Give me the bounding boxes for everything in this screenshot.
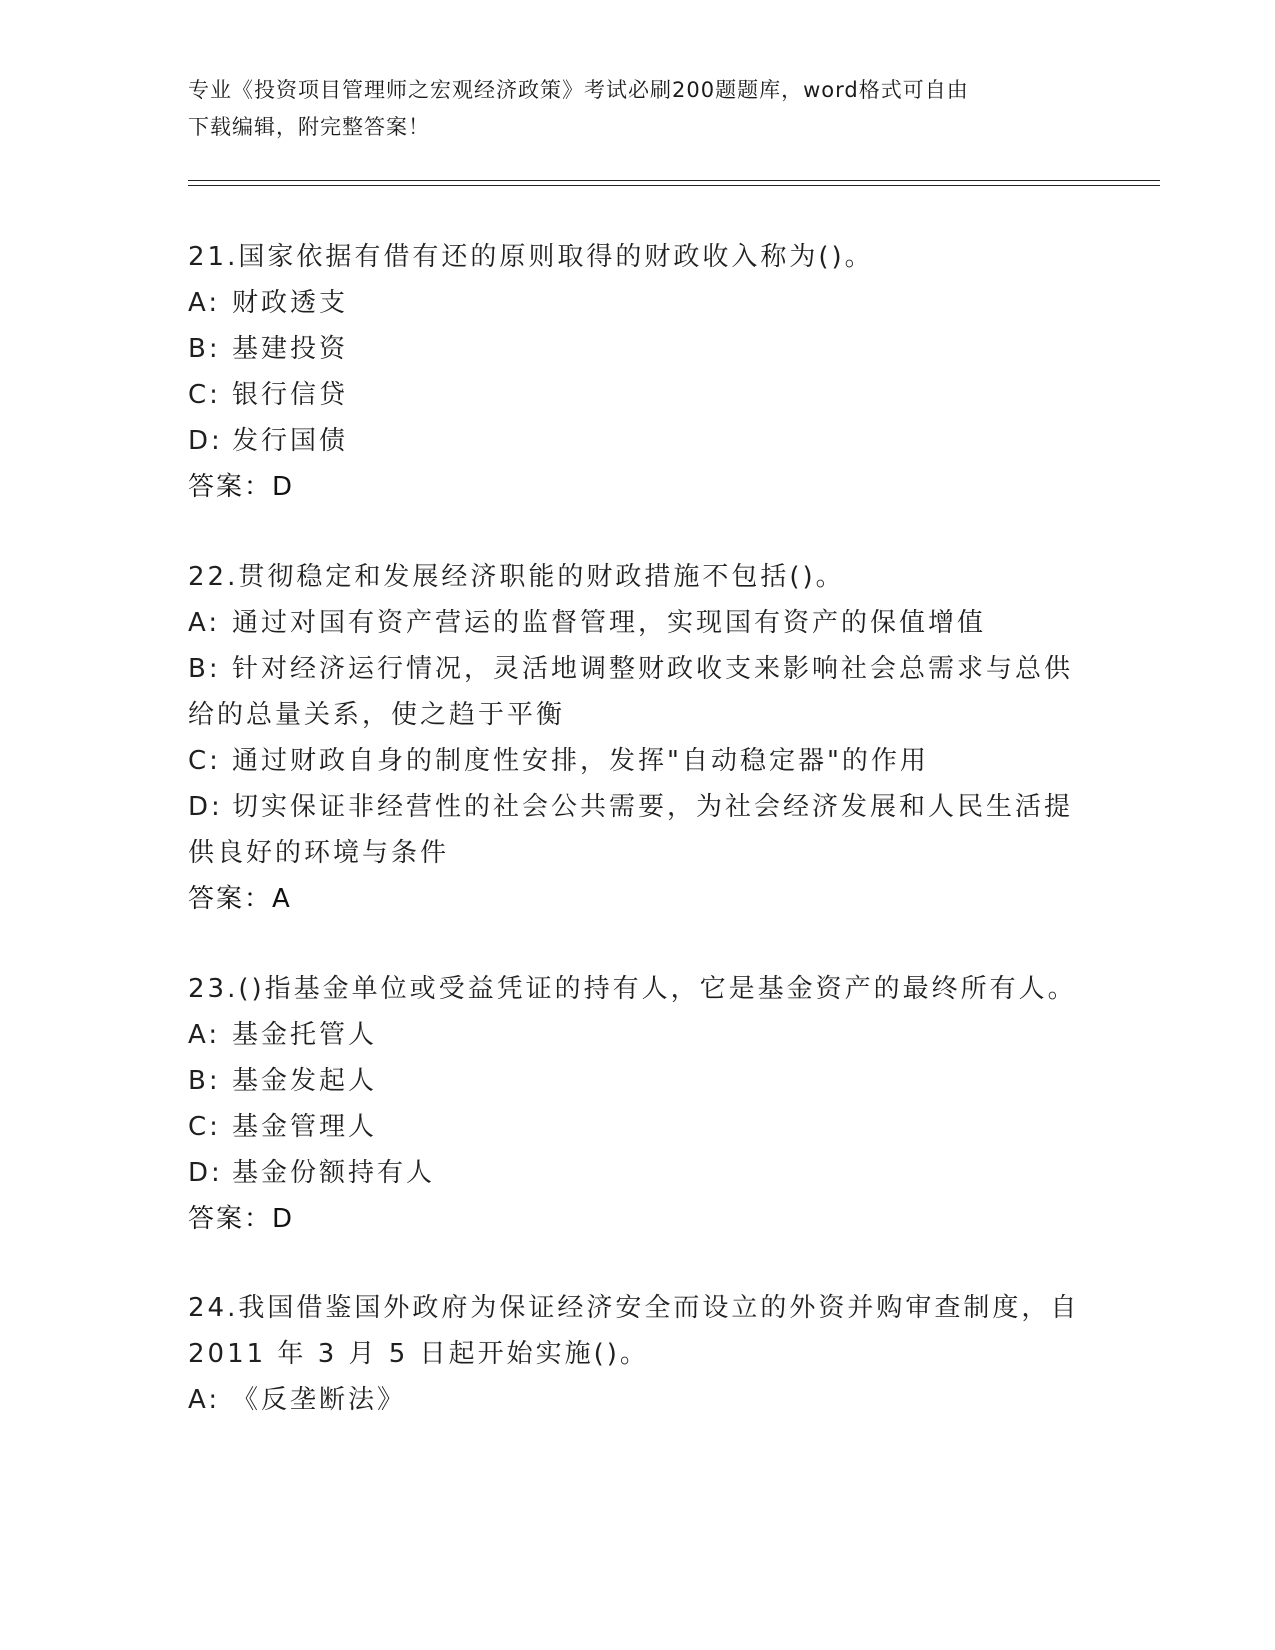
option-c <box>188 1104 1088 1150</box>
option-a <box>188 600 1088 646</box>
header-divider-top <box>188 180 1160 181</box>
header-line-1: 专业《投资项目管理师之宏观经济政策》考试必刷200题题库，word格式可自由 <box>188 78 969 102</box>
option-c <box>188 372 1088 418</box>
option-d <box>188 1150 1088 1196</box>
option-label: A: <box>188 288 221 318</box>
option-label: A: <box>188 1385 221 1415</box>
option-label: B: <box>188 334 221 364</box>
option-label: A: <box>188 608 221 638</box>
option-label: A: <box>188 1020 221 1050</box>
header-divider-bottom <box>188 185 1160 186</box>
option-c <box>188 738 1088 784</box>
option-text: 切实保证非经营性的社会公共需要，为社会经济发展和人民生活提 <box>232 792 1074 822</box>
answer: 答案：D <box>188 472 295 502</box>
document-header <box>188 72 1068 146</box>
option-a <box>188 1377 1088 1423</box>
option-text: 发行国债 <box>232 426 349 456</box>
question-23 <box>188 966 1088 1242</box>
option-label: C: <box>188 746 221 776</box>
option-label: D: <box>188 792 223 822</box>
option-b <box>188 1058 1088 1104</box>
question-22 <box>188 554 1088 922</box>
option-label: D: <box>188 426 223 456</box>
option-text: 财政透支 <box>232 288 349 318</box>
option-text: 针对经济运行情况，灵活地调整财政收支来影响社会总需求与总供 <box>232 654 1074 684</box>
option-b <box>188 326 1088 372</box>
option-text: 银行信贷 <box>232 380 349 410</box>
question-stem-continuation: 2011 年 3 月 5 日起开始实施()。 <box>188 1339 649 1369</box>
question-stem: 21.国家依据有借有还的原则取得的财政收入称为()。 <box>188 242 874 272</box>
option-text: 《反垄断法》 <box>232 1385 407 1415</box>
question-stem: 23.()指基金单位或受益凭证的持有人，它是基金资产的最终所有人。 <box>188 974 1077 1004</box>
option-text: 通过对国有资产营运的监督管理，实现国有资产的保值增值 <box>232 608 987 638</box>
option-d <box>188 784 1088 830</box>
option-b-continuation: 给的总量关系，使之趋于平衡 <box>188 700 566 730</box>
option-b <box>188 646 1088 692</box>
question-stem: 22.贯彻稳定和发展经济职能的财政措施不包括()。 <box>188 562 845 592</box>
option-text: 通过财政自身的制度性安排，发挥"自动稳定器"的作用 <box>232 746 929 776</box>
option-text: 基建投资 <box>232 334 349 364</box>
question-24 <box>188 1285 1088 1423</box>
option-d <box>188 418 1088 464</box>
option-text: 基金发起人 <box>232 1066 378 1096</box>
question-21 <box>188 234 1088 510</box>
answer: 答案：D <box>188 1204 295 1234</box>
option-a <box>188 280 1088 326</box>
option-d-continuation: 供良好的环境与条件 <box>188 838 450 868</box>
option-label: B: <box>188 1066 221 1096</box>
option-label: D: <box>188 1158 223 1188</box>
header-line-2: 下载编辑，附完整答案！ <box>188 115 430 139</box>
option-text: 基金份额持有人 <box>232 1158 436 1188</box>
option-label: C: <box>188 380 221 410</box>
question-stem: 24.我国借鉴国外政府为保证经济安全而设立的外资并购审查制度，自 <box>188 1293 1080 1323</box>
option-label: C: <box>188 1112 221 1142</box>
option-text: 基金托管人 <box>232 1020 378 1050</box>
option-a <box>188 1012 1088 1058</box>
answer: 答案：A <box>188 884 292 914</box>
option-label: B: <box>188 654 221 684</box>
option-text: 基金管理人 <box>232 1112 378 1142</box>
